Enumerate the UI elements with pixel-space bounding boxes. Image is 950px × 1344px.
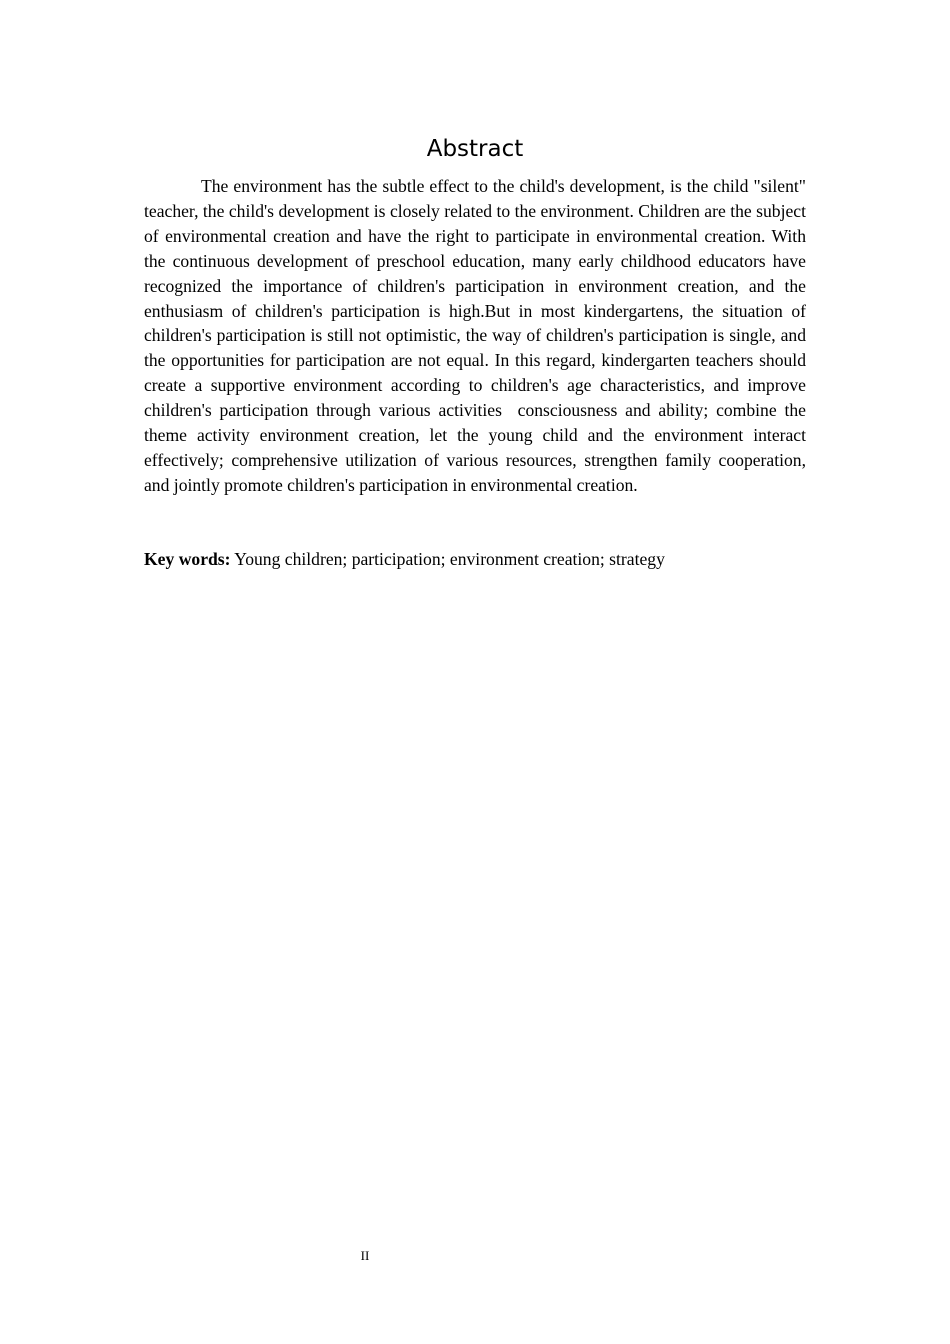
- keywords-label: Key words:: [144, 549, 231, 569]
- abstract-body: The environment has the subtle effect to the child's development, is the child "silent" teacher, the child's development is closely related to the environment. Children are the subject of environmental creation and have the right to participate in environmental creation. With the continuous development of preschool education, many early childhood educators have recognized the importance of children's participation in environment creation, and the enthusiasm of children's participation is high.But in most kindergartens, the situation of children's participation is still not optimistic, the way of children's participation is single, and the opportunities for participation are not equal. In this regard, kindergarten teachers should create a supportive environment according to children's age characteristics, and improve children's participation through various activities consciousness and ability; combine the theme activity environment creation, let the young child and the environment interact effectively; comprehensive utilization of various resources, strengthen family cooperation, and jointly promote children's participation in environmental creation.: [144, 176, 811, 495]
- abstract-title: Abstract: [426, 136, 524, 162]
- page-number: II: [360, 1248, 370, 1263]
- keywords-line: [144, 547, 806, 572]
- keywords-text: Young children; participation; environment creation; strategy: [230, 549, 665, 569]
